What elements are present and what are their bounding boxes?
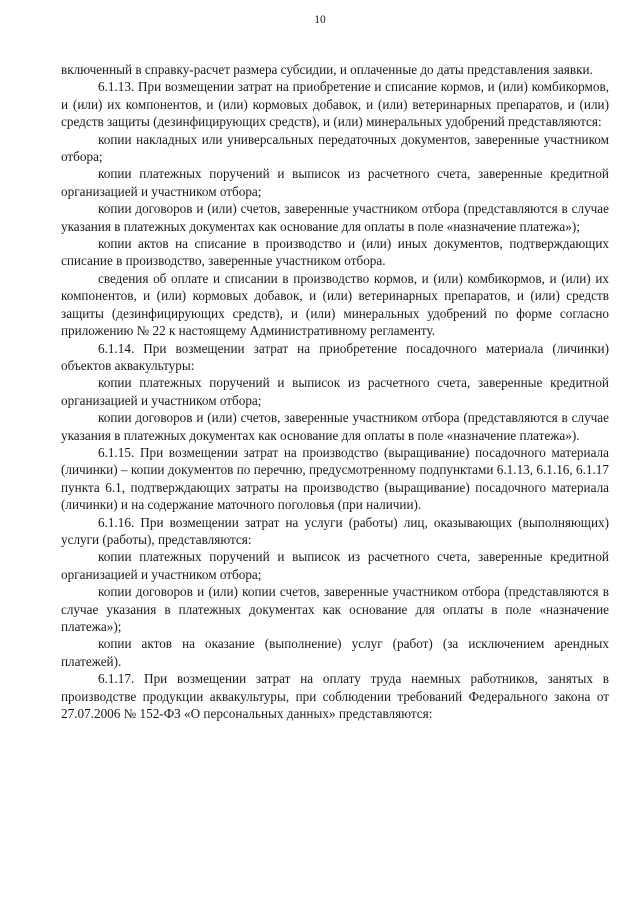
paragraph-contracts-3: копии договоров и (или) копии счетов, заверенные участником отбора (представляются в случае указания в платежных документах как основание для оплаты в поле «назначение платежа»);: [61, 584, 609, 634]
document-body: [61, 61, 609, 722]
paragraph-payment-info: сведения об оплате и списании в производство кормов, и (или) комбикормов, и (или) их компонентов, и (или) кормовых добавок, и (или) ветеринарных препаратов, и (или) средств защиты (дезинфицирующих средств), и (или) минеральных удобрений по форме согласно приложению № 22 к настоящему Административному регламенту.: [61, 270, 609, 339]
paragraph-6-1-13: 6.1.13. При возмещении затрат на приобретение и списание кормов, и (или) комбикормов, и (или) их компонентов, и (или) кормовых добавок, и (или) ветеринарных препаратов, и (или) средств защиты (дезинфицирующих средств), и (или) минеральных удобрений представляются:: [61, 79, 609, 130]
paragraph-write-off-acts: копии актов на списание в производство и (или) иных документов, подтверждающих списание в производство, заверенные участником отбора.: [61, 236, 609, 269]
paragraph-contracts-2: копии договоров и (или) счетов, заверенные участником отбора (представляются в случае указания в платежных документах как основание для оплаты в поле «назначение платежа»).: [61, 410, 609, 443]
paragraph-payment-orders-2: копии платежных поручений и выписок из расчетного счета, заверенные кредитной организацией и участником отбора;: [61, 375, 609, 408]
paragraph-6-1-15: 6.1.15. При возмещении затрат на производство (выращивание) посадочного материала (личинки) – копии документов по перечню, предусмотренному подпунктами 6.1.13, 6.1.16, 6.1.17 пункта 6.1, подтверждающих затраты на производство (выращивание) посадочного материала (личинки) и на содержание маточного поголовья (при наличии).: [61, 444, 609, 513]
paragraph-invoices: копии накладных или универсальных передаточных документов, заверенные участником отбора;: [61, 131, 609, 165]
paragraph-service-acts: копии актов на оказание (выполнение) услуг (работ) (за исключением арендных платежей).: [61, 636, 609, 669]
paragraph-payment-orders: копии платежных поручений и выписок из расчетного счета, заверенные кредитной организацией и участником отбора;: [61, 166, 609, 199]
paragraph-6-1-14: 6.1.14. При возмещении затрат на приобретение посадочного материала (личинки) объектов аквакультуры:: [61, 340, 609, 373]
paragraph-payment-orders-3: копии платежных поручений и выписок из расчетного счета, заверенные кредитной организацией и участником отбора;: [61, 549, 609, 582]
paragraph-contracts: копии договоров и (или) счетов, заверенные участником отбора (представляются в случае указания в платежных документах как основание для оплаты в поле «назначение платежа»);: [61, 201, 609, 234]
paragraph-6-1-16: 6.1.16. При возмещении затрат на услуги (работы) лиц, оказывающих (выполняющих) услуги (работы), представляются:: [61, 514, 609, 547]
paragraph-6-1-17: 6.1.17. При возмещении затрат на оплату труда наемных работников, занятых в производстве продукции аквакультуры, при соблюдении требований Федерального закона от 27.07.2006 № 152-ФЗ «О персональных данных» представляются:: [61, 671, 609, 722]
paragraph-continuation: включенный в справку-расчет размера субсидии, и оплаченные до даты представления заявки.: [61, 62, 593, 77]
page-number: 10: [314, 14, 326, 26]
